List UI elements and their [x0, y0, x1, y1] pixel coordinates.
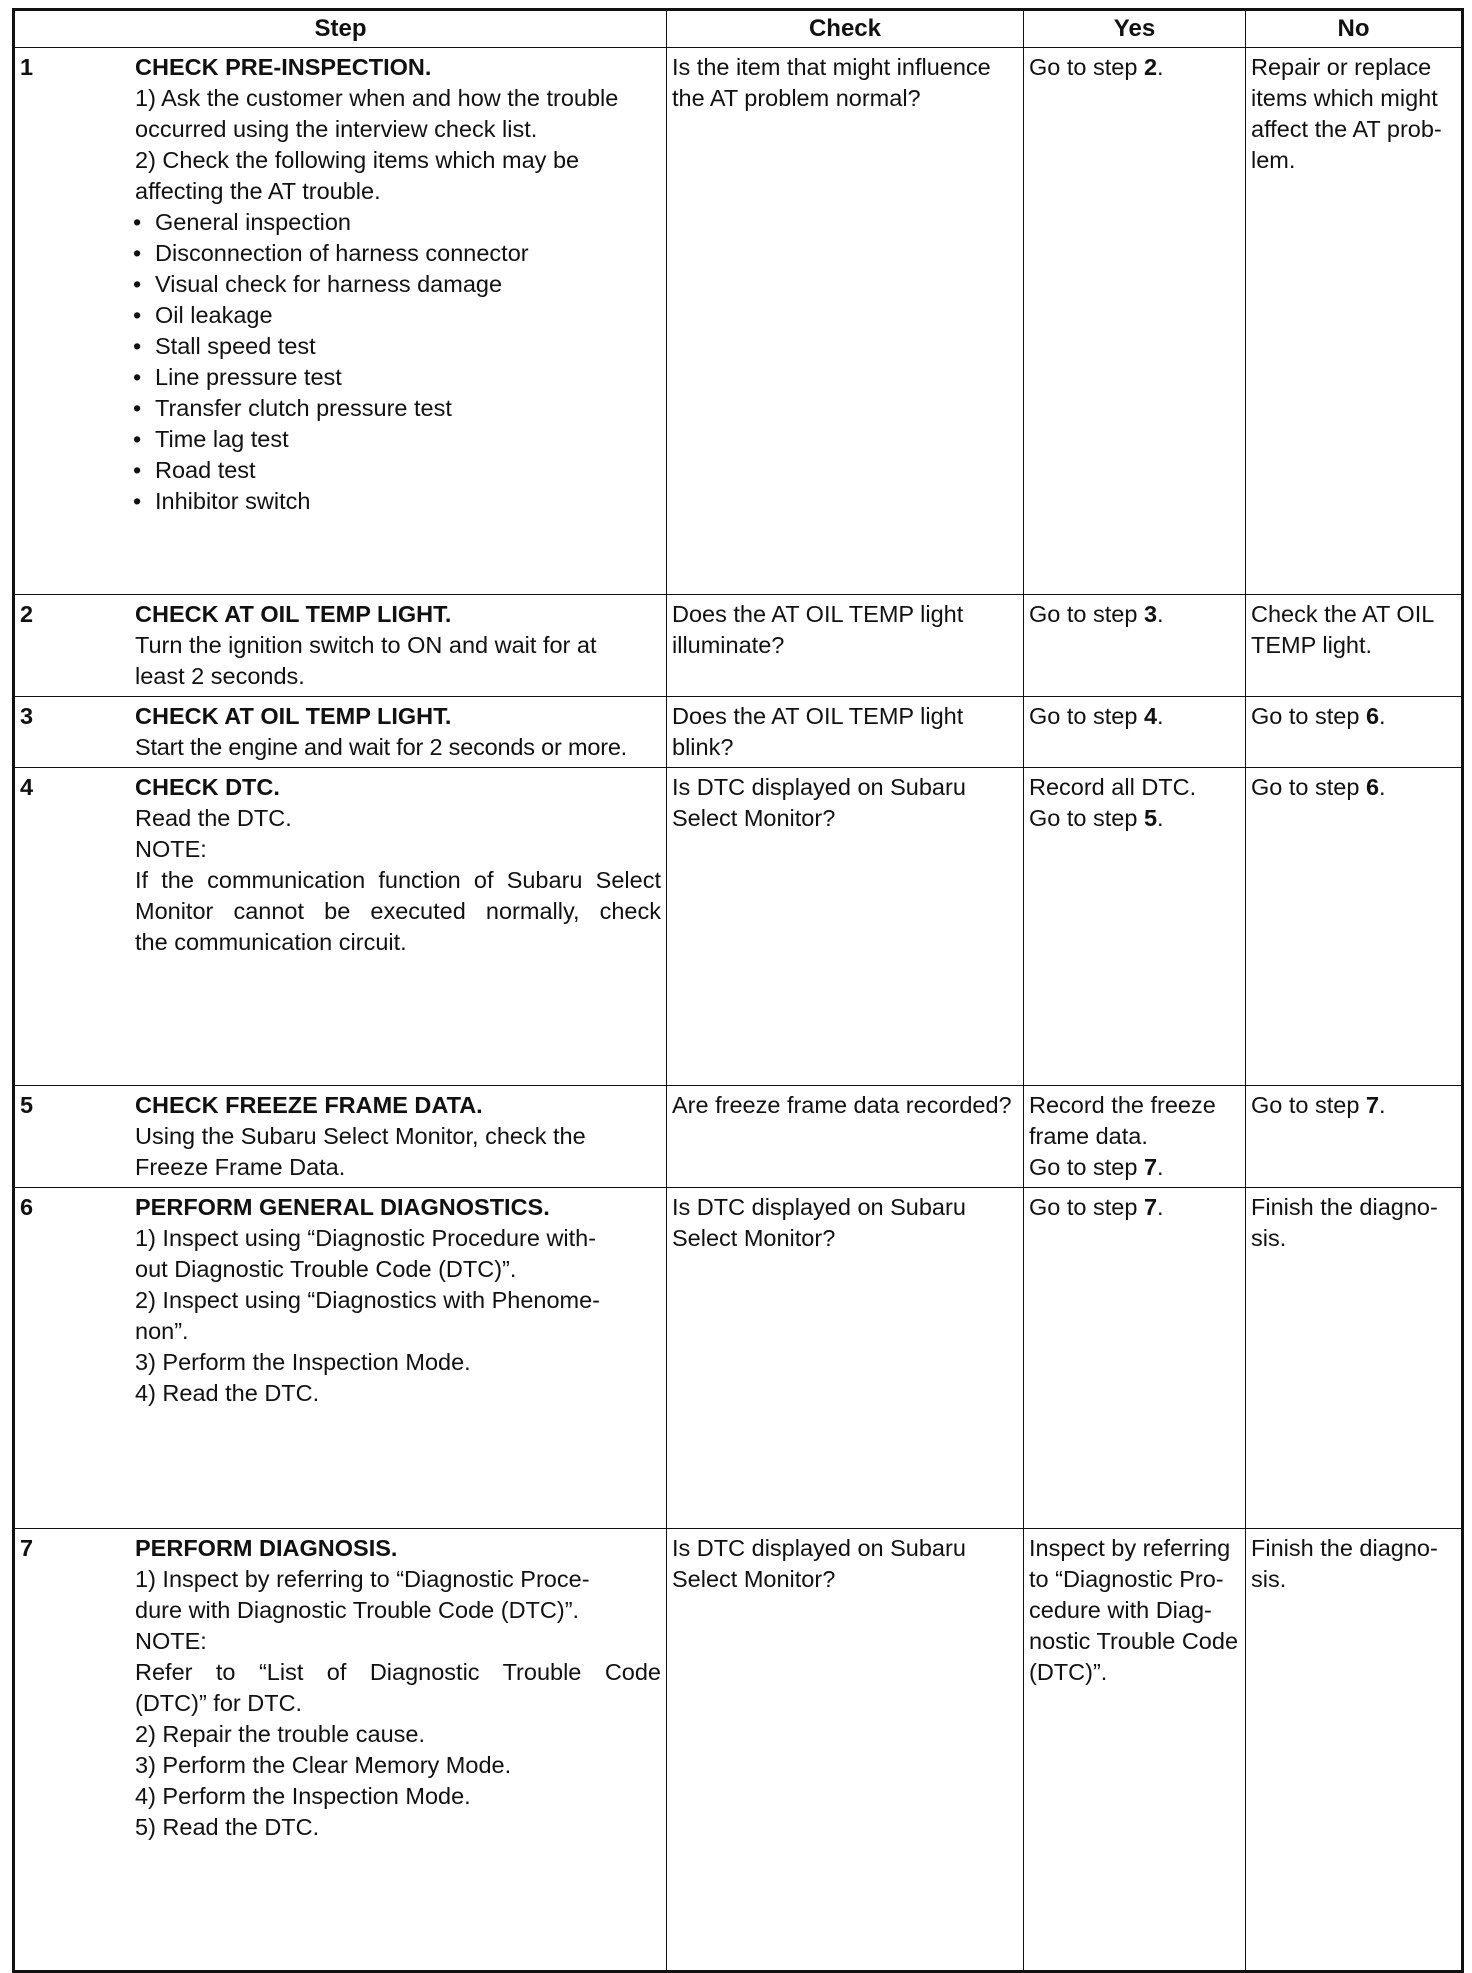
note-label: NOTE:: [135, 1628, 207, 1654]
yes-period: .: [1157, 601, 1164, 627]
table-row: [14, 48, 1463, 595]
diagnostic-procedure-table: [12, 8, 1464, 1973]
no-cell: [1246, 1086, 1463, 1188]
note-line: Monitor cannot be executed normally, check: [135, 898, 661, 924]
bullet-item: • Inhibitor switch: [135, 486, 661, 517]
step-title: CHECK AT OIL TEMP LIGHT.: [135, 703, 452, 729]
check-cell: Is DTC displayed on Subaru Select Monitor?: [667, 768, 1024, 1086]
check-cell: Is DTC displayed on Subaru Select Monitor?: [667, 1529, 1024, 1972]
yes-cell: [1024, 1188, 1246, 1529]
yes-text: Go to step: [1029, 1194, 1144, 1220]
step-title: CHECK DTC.: [135, 774, 280, 800]
note-line: If the communication function of Subaru Select: [135, 867, 661, 893]
step-line: 2) Inspect using “Diagnostics with Phenome-: [135, 1287, 600, 1313]
no-text: Go to step: [1251, 774, 1366, 800]
yes-period: .: [1157, 54, 1164, 80]
no-period: .: [1379, 1092, 1386, 1118]
step-title: CHECK FREEZE FRAME DATA.: [135, 1092, 483, 1118]
step-line: Using the Subaru Select Monitor, check the: [135, 1123, 586, 1149]
step-cell: [14, 595, 667, 697]
no-step-ref: 7: [1365, 1092, 1380, 1118]
yes-step-ref: 7: [1143, 1154, 1158, 1180]
step-line: Read the DTC.: [135, 805, 292, 831]
step-line: Turn the ignition switch to ON and wait for at: [135, 632, 597, 658]
step-line: (DTC)” for DTC.: [135, 1690, 303, 1716]
step-line: Freeze Frame Data.: [135, 1154, 346, 1180]
yes-cell: [1024, 768, 1246, 1086]
bullet-item: • Stall speed test: [135, 331, 661, 362]
bullet-item: • General inspection: [135, 207, 661, 238]
check-cell: Is the item that might influence the AT problem normal?: [667, 48, 1024, 595]
yes-period: .: [1157, 703, 1164, 729]
bullet-item: • Visual check for harness damage: [135, 269, 661, 300]
step-number: 2: [20, 601, 34, 627]
yes-text: Go to step: [1029, 601, 1144, 627]
step-line: 3) Perform the Clear Memory Mode.: [135, 1752, 512, 1778]
step-line: non”.: [135, 1318, 189, 1344]
header-no: No: [1246, 10, 1463, 48]
yes-text: Go to step: [1029, 1154, 1144, 1180]
yes-cell: [1024, 1086, 1246, 1188]
step-line: 5) Read the DTC.: [135, 1814, 320, 1840]
no-cell: Check the AT OIL TEMP light.: [1246, 595, 1463, 697]
no-step-ref: 6: [1365, 703, 1380, 729]
table-row: [14, 1529, 1463, 1972]
no-cell: Repair or replace items which might affect the AT prob-lem.: [1246, 48, 1463, 595]
yes-step-ref: 3: [1143, 601, 1158, 627]
yes-cell: [1024, 595, 1246, 697]
step-cell: [14, 697, 667, 768]
yes-cell: Inspect by referring to “Diagnostic Pro-cedure with Diag-nostic Trouble Code (DTC)”.: [1024, 1529, 1246, 1972]
step-cell: [14, 1188, 667, 1529]
note-label: NOTE:: [135, 836, 207, 862]
step-title: CHECK AT OIL TEMP LIGHT.: [135, 601, 452, 627]
step-number: 1: [20, 54, 34, 80]
note-line: Refer to “List of Diagnostic Trouble Code: [135, 1659, 661, 1685]
no-cell: Finish the diagno-sis.: [1246, 1529, 1463, 1972]
no-period: .: [1379, 703, 1386, 729]
step-line: least 2 seconds.: [135, 663, 305, 689]
step-title: PERFORM DIAGNOSIS.: [135, 1535, 398, 1561]
step-cell: [14, 1086, 667, 1188]
yes-text: Go to step: [1029, 703, 1144, 729]
step-line: 2) Repair the trouble cause.: [135, 1721, 425, 1747]
step-number: 3: [20, 703, 34, 729]
yes-cell: [1024, 697, 1246, 768]
table-row: [14, 595, 1463, 697]
note-line: the communication circuit.: [135, 929, 407, 955]
table-row: [14, 697, 1463, 768]
yes-period: .: [1157, 1194, 1164, 1220]
step-line: 4) Perform the Inspection Mode.: [135, 1783, 471, 1809]
step-line: 2) Check the following items which may be: [135, 147, 580, 173]
bullet-item: • Time lag test: [135, 424, 661, 455]
step-number: 4: [20, 774, 34, 800]
step-cell: [14, 48, 667, 595]
step-number: 6: [20, 1194, 34, 1220]
bullet-item: • Oil leakage: [135, 300, 661, 331]
step-line: 1) Ask the customer when and how the trouble: [135, 85, 619, 111]
no-cell: [1246, 768, 1463, 1086]
bullet-item: • Disconnection of harness connector: [135, 238, 661, 269]
table-row: [14, 1086, 1463, 1188]
step-line: Start the engine and wait for 2 seconds or more.: [135, 734, 628, 760]
check-cell: Does the AT OIL TEMP light blink?: [667, 697, 1024, 768]
yes-line: Record all DTC.: [1029, 774, 1197, 800]
no-text: Go to step: [1251, 703, 1366, 729]
yes-text: Go to step: [1029, 54, 1144, 80]
step-line: 3) Perform the Inspection Mode.: [135, 1349, 471, 1375]
yes-period: .: [1157, 1154, 1164, 1180]
step-line: out Diagnostic Trouble Code (DTC)”.: [135, 1256, 517, 1282]
table-row: [14, 768, 1463, 1086]
step-line: occurred using the interview check list.: [135, 116, 538, 142]
no-cell: [1246, 697, 1463, 768]
step-cell: [14, 768, 667, 1086]
yes-step-ref: 5: [1143, 805, 1158, 831]
yes-text: Go to step: [1029, 805, 1144, 831]
bullet-item: • Road test: [135, 455, 661, 486]
no-text: Go to step: [1251, 1092, 1366, 1118]
check-cell: Does the AT OIL TEMP light illuminate?: [667, 595, 1024, 697]
no-period: .: [1379, 774, 1386, 800]
step-line: 4) Read the DTC.: [135, 1380, 320, 1406]
step-line: 1) Inspect by referring to “Diagnostic Proce-: [135, 1566, 590, 1592]
yes-step-ref: 2: [1143, 54, 1158, 80]
step-number: 7: [20, 1535, 34, 1561]
step-title: PERFORM GENERAL DIAGNOSTICS.: [135, 1194, 550, 1220]
header-yes: Yes: [1024, 10, 1246, 48]
header-step: Step: [14, 10, 667, 48]
step-number: 5: [20, 1092, 34, 1118]
bullet-item: • Transfer clutch pressure test: [135, 393, 661, 424]
step-cell: [14, 1529, 667, 1972]
step-title: CHECK PRE-INSPECTION.: [135, 54, 432, 80]
yes-step-ref: 4: [1143, 703, 1158, 729]
bullet-item: • Line pressure test: [135, 362, 661, 393]
header-check: Check: [667, 10, 1024, 48]
yes-step-ref: 7: [1143, 1194, 1158, 1220]
step-line: 1) Inspect using “Diagnostic Procedure with-: [135, 1225, 597, 1251]
check-cell: Is DTC displayed on Subaru Select Monitor?: [667, 1188, 1024, 1529]
table-row: [14, 1188, 1463, 1529]
yes-period: .: [1157, 805, 1164, 831]
table-header-row: [14, 10, 1463, 48]
no-cell: Finish the diagno-sis.: [1246, 1188, 1463, 1529]
check-cell: Are freeze frame data recorded?: [667, 1086, 1024, 1188]
step-line: dure with Diagnostic Trouble Code (DTC)”.: [135, 1597, 580, 1623]
step-line: affecting the AT trouble.: [135, 178, 381, 204]
yes-line: Record the freeze frame data.: [1029, 1092, 1216, 1149]
yes-cell: [1024, 48, 1246, 595]
no-step-ref: 6: [1365, 774, 1380, 800]
